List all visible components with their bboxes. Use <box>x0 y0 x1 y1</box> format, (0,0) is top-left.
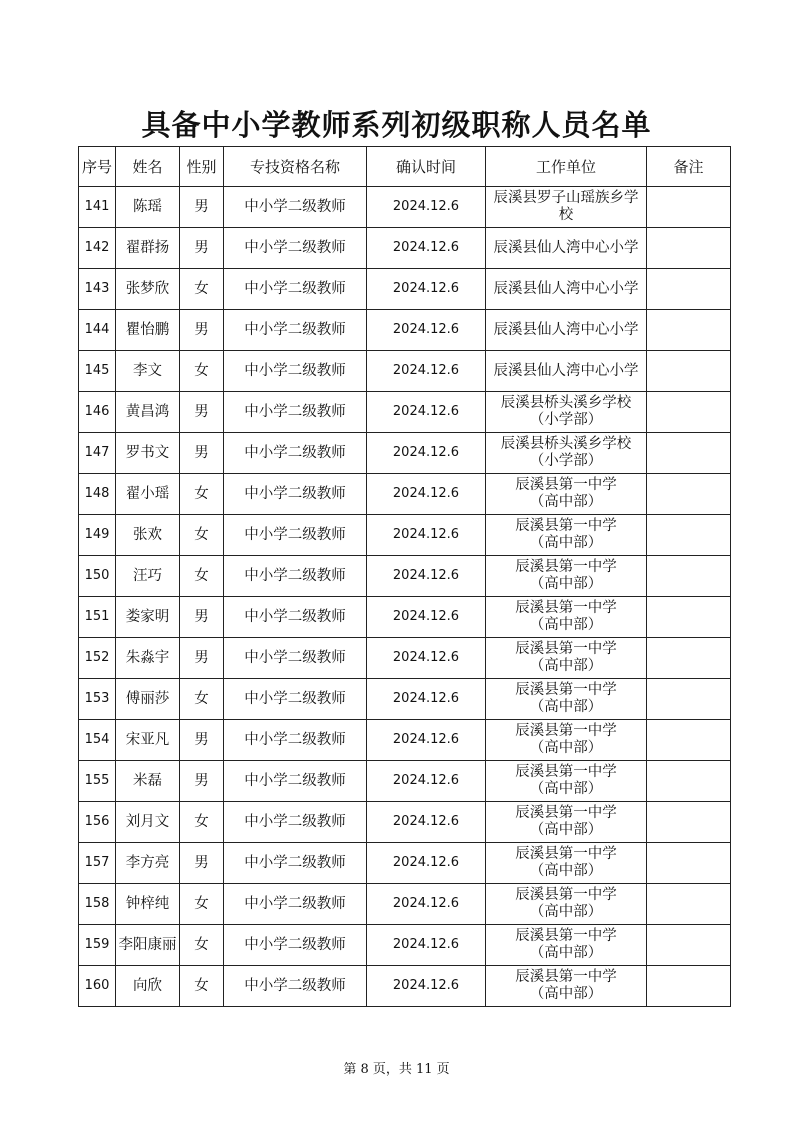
cell-date: 2024.12.6 <box>367 556 486 597</box>
unit-line-2: （小学部） <box>529 453 603 469</box>
cell-qualification: 中小学二级教师 <box>224 720 367 761</box>
unit-line-1: 辰溪县第一中学 <box>515 723 617 739</box>
table-row <box>79 269 731 310</box>
cell-qualification: 中小学二级教师 <box>224 638 367 679</box>
cell-unit <box>486 474 647 515</box>
cell-gender: 男 <box>180 597 224 638</box>
cell-remark <box>647 638 731 679</box>
cell-date: 2024.12.6 <box>367 433 486 474</box>
cell-seq: 149 <box>79 515 116 556</box>
cell-qualification: 中小学二级教师 <box>224 925 367 966</box>
cell-qualification: 中小学二级教师 <box>224 474 367 515</box>
cell-gender: 男 <box>180 843 224 884</box>
unit-line-2: （高中部） <box>529 576 603 592</box>
cell-gender: 男 <box>180 228 224 269</box>
cell-gender: 女 <box>180 515 224 556</box>
cell-unit <box>486 228 647 269</box>
cell-date: 2024.12.6 <box>367 884 486 925</box>
cell-unit <box>486 966 647 1007</box>
cell-remark <box>647 884 731 925</box>
unit-line-2: （高中部） <box>529 740 603 756</box>
cell-remark <box>647 802 731 843</box>
cell-name: 张欢 <box>116 515 180 556</box>
cell-seq: 144 <box>79 310 116 351</box>
cell-name: 米磊 <box>116 761 180 802</box>
header-date: 确认时间 <box>367 147 486 187</box>
cell-unit <box>486 351 647 392</box>
cell-seq: 151 <box>79 597 116 638</box>
table-row <box>79 474 731 515</box>
cell-qualification: 中小学二级教师 <box>224 802 367 843</box>
cell-seq: 157 <box>79 843 116 884</box>
table-row <box>79 228 731 269</box>
cell-name: 向欣 <box>116 966 180 1007</box>
unit-line-2: （小学部） <box>529 412 603 428</box>
table-row <box>79 679 731 720</box>
cell-remark <box>647 351 731 392</box>
table-row <box>79 351 731 392</box>
table-header-row <box>79 147 731 187</box>
cell-date: 2024.12.6 <box>367 351 486 392</box>
cell-qualification: 中小学二级教师 <box>224 679 367 720</box>
table-row <box>79 556 731 597</box>
cell-seq: 153 <box>79 679 116 720</box>
cell-name: 朱淼宇 <box>116 638 180 679</box>
cell-gender: 女 <box>180 351 224 392</box>
cell-unit <box>486 925 647 966</box>
table-row <box>79 187 731 228</box>
cell-unit <box>486 679 647 720</box>
table-row <box>79 966 731 1007</box>
cell-unit <box>486 556 647 597</box>
cell-date: 2024.12.6 <box>367 843 486 884</box>
unit-line-2: （高中部） <box>529 699 603 715</box>
cell-unit <box>486 638 647 679</box>
cell-name: 汪巧 <box>116 556 180 597</box>
unit-line-2: （高中部） <box>529 945 603 961</box>
page-footer: 第 8 页，共 11 页 <box>343 1062 450 1077</box>
cell-unit <box>486 433 647 474</box>
header-name: 姓名 <box>116 147 180 187</box>
unit-line-1: 辰溪县第一中学 <box>515 559 617 575</box>
cell-gender: 女 <box>180 925 224 966</box>
cell-remark <box>647 925 731 966</box>
unit-line-2: （高中部） <box>529 494 603 510</box>
cell-unit <box>486 884 647 925</box>
cell-gender: 男 <box>180 761 224 802</box>
unit-line-2: （高中部） <box>529 535 603 551</box>
cell-gender: 男 <box>180 433 224 474</box>
cell-remark <box>647 720 731 761</box>
cell-remark <box>647 679 731 720</box>
cell-name: 罗书文 <box>116 433 180 474</box>
unit-line-1: 辰溪县桥头溪乡学校 <box>500 395 632 411</box>
unit-line-2: （高中部） <box>529 863 603 879</box>
cell-qualification: 中小学二级教师 <box>224 556 367 597</box>
cell-name: 李阳康丽 <box>116 925 180 966</box>
unit-line-2: 校 <box>558 207 574 223</box>
unit-line-1: 辰溪县第一中学 <box>515 969 617 985</box>
cell-gender: 男 <box>180 310 224 351</box>
cell-seq: 141 <box>79 187 116 228</box>
cell-remark <box>647 228 731 269</box>
table-row <box>79 597 731 638</box>
cell-date: 2024.12.6 <box>367 925 486 966</box>
header-gender: 性别 <box>180 147 224 187</box>
cell-date: 2024.12.6 <box>367 474 486 515</box>
unit-line-1: 辰溪县桥头溪乡学校 <box>500 436 632 452</box>
cell-gender: 女 <box>180 556 224 597</box>
cell-seq: 155 <box>79 761 116 802</box>
cell-unit <box>486 843 647 884</box>
cell-name: 娄家明 <box>116 597 180 638</box>
cell-qualification: 中小学二级教师 <box>224 187 367 228</box>
cell-unit <box>486 515 647 556</box>
cell-gender: 男 <box>180 720 224 761</box>
cell-name: 钟梓纯 <box>116 884 180 925</box>
cell-seq: 148 <box>79 474 116 515</box>
cell-seq: 147 <box>79 433 116 474</box>
cell-seq: 159 <box>79 925 116 966</box>
cell-unit <box>486 761 647 802</box>
cell-remark <box>647 761 731 802</box>
cell-name: 陈瑶 <box>116 187 180 228</box>
unit-line-1: 辰溪县仙人湾中心小学 <box>493 280 639 297</box>
unit-line-1: 辰溪县第一中学 <box>515 641 617 657</box>
cell-date: 2024.12.6 <box>367 228 486 269</box>
cell-unit <box>486 720 647 761</box>
cell-unit <box>486 392 647 433</box>
cell-date: 2024.12.6 <box>367 597 486 638</box>
unit-line-1: 辰溪县第一中学 <box>515 764 617 780</box>
cell-gender: 女 <box>180 884 224 925</box>
table-row <box>79 392 731 433</box>
table-row <box>79 884 731 925</box>
unit-line-2: （高中部） <box>529 986 603 1002</box>
cell-qualification: 中小学二级教师 <box>224 351 367 392</box>
cell-qualification: 中小学二级教师 <box>224 392 367 433</box>
cell-name: 翟群扬 <box>116 228 180 269</box>
unit-line-2: （高中部） <box>529 781 603 797</box>
unit-line-1: 辰溪县第一中学 <box>515 928 617 944</box>
cell-date: 2024.12.6 <box>367 392 486 433</box>
cell-date: 2024.12.6 <box>367 966 486 1007</box>
unit-line-1: 辰溪县第一中学 <box>515 846 617 862</box>
cell-qualification: 中小学二级教师 <box>224 310 367 351</box>
cell-date: 2024.12.6 <box>367 515 486 556</box>
cell-gender: 男 <box>180 187 224 228</box>
cell-name: 瞿怡鹏 <box>116 310 180 351</box>
cell-unit <box>486 597 647 638</box>
unit-line-1: 辰溪县第一中学 <box>515 805 617 821</box>
cell-seq: 143 <box>79 269 116 310</box>
unit-line-1: 辰溪县第一中学 <box>515 477 617 493</box>
cell-name: 黄昌鸿 <box>116 392 180 433</box>
table-row <box>79 720 731 761</box>
cell-remark <box>647 187 731 228</box>
cell-qualification: 中小学二级教师 <box>224 966 367 1007</box>
unit-line-1: 辰溪县第一中学 <box>515 887 617 903</box>
cell-date: 2024.12.6 <box>367 638 486 679</box>
cell-remark <box>647 392 731 433</box>
header-unit: 工作单位 <box>486 147 647 187</box>
cell-seq: 156 <box>79 802 116 843</box>
cell-date: 2024.12.6 <box>367 269 486 310</box>
cell-unit <box>486 269 647 310</box>
cell-remark <box>647 515 731 556</box>
cell-seq: 150 <box>79 556 116 597</box>
cell-date: 2024.12.6 <box>367 679 486 720</box>
cell-remark <box>647 966 731 1007</box>
table-row <box>79 515 731 556</box>
cell-seq: 160 <box>79 966 116 1007</box>
cell-gender: 女 <box>180 474 224 515</box>
unit-line-1: 辰溪县第一中学 <box>515 518 617 534</box>
cell-date: 2024.12.6 <box>367 761 486 802</box>
cell-name: 傅丽莎 <box>116 679 180 720</box>
cell-remark <box>647 474 731 515</box>
cell-name: 张梦欣 <box>116 269 180 310</box>
header-seq: 序号 <box>79 147 116 187</box>
cell-remark <box>647 433 731 474</box>
unit-line-2: （高中部） <box>529 658 603 674</box>
roster-table <box>78 146 731 1007</box>
header-remark: 备注 <box>647 147 731 187</box>
cell-qualification: 中小学二级教师 <box>224 843 367 884</box>
cell-remark <box>647 597 731 638</box>
cell-date: 2024.12.6 <box>367 802 486 843</box>
cell-seq: 158 <box>79 884 116 925</box>
cell-qualification: 中小学二级教师 <box>224 269 367 310</box>
cell-remark <box>647 556 731 597</box>
cell-seq: 145 <box>79 351 116 392</box>
table-row <box>79 638 731 679</box>
cell-seq: 142 <box>79 228 116 269</box>
cell-qualification: 中小学二级教师 <box>224 433 367 474</box>
table-row <box>79 925 731 966</box>
cell-name: 刘月文 <box>116 802 180 843</box>
cell-date: 2024.12.6 <box>367 187 486 228</box>
header-qualification: 专技资格名称 <box>224 147 367 187</box>
table-row <box>79 433 731 474</box>
cell-name: 李文 <box>116 351 180 392</box>
cell-seq: 152 <box>79 638 116 679</box>
unit-line-1: 辰溪县第一中学 <box>515 682 617 698</box>
table-row <box>79 802 731 843</box>
cell-remark <box>647 843 731 884</box>
cell-remark <box>647 269 731 310</box>
cell-gender: 女 <box>180 802 224 843</box>
unit-line-1: 辰溪县第一中学 <box>515 600 617 616</box>
unit-line-1: 辰溪县仙人湾中心小学 <box>493 239 639 256</box>
unit-line-1: 辰溪县罗子山瑶族乡学 <box>493 190 639 206</box>
cell-remark <box>647 310 731 351</box>
unit-line-2: （高中部） <box>529 904 603 920</box>
cell-qualification: 中小学二级教师 <box>224 228 367 269</box>
cell-qualification: 中小学二级教师 <box>224 761 367 802</box>
cell-name: 宋亚凡 <box>116 720 180 761</box>
cell-name: 李方亮 <box>116 843 180 884</box>
cell-seq: 146 <box>79 392 116 433</box>
table-row <box>79 761 731 802</box>
page-title: 具备中小学教师系列初级职称人员名单 <box>141 108 652 142</box>
unit-line-2: （高中部） <box>529 822 603 838</box>
cell-qualification: 中小学二级教师 <box>224 597 367 638</box>
unit-line-2: （高中部） <box>529 617 603 633</box>
cell-unit <box>486 310 647 351</box>
cell-seq: 154 <box>79 720 116 761</box>
cell-gender: 女 <box>180 679 224 720</box>
cell-unit <box>486 187 647 228</box>
cell-name: 翟小瑶 <box>116 474 180 515</box>
cell-qualification: 中小学二级教师 <box>224 884 367 925</box>
unit-line-1: 辰溪县仙人湾中心小学 <box>493 321 639 338</box>
table-row <box>79 310 731 351</box>
unit-line-1: 辰溪县仙人湾中心小学 <box>493 362 639 379</box>
cell-date: 2024.12.6 <box>367 310 486 351</box>
cell-gender: 男 <box>180 638 224 679</box>
cell-date: 2024.12.6 <box>367 720 486 761</box>
cell-qualification: 中小学二级教师 <box>224 515 367 556</box>
cell-gender: 女 <box>180 269 224 310</box>
cell-unit <box>486 802 647 843</box>
cell-gender: 男 <box>180 392 224 433</box>
table-row <box>79 843 731 884</box>
cell-gender: 女 <box>180 966 224 1007</box>
